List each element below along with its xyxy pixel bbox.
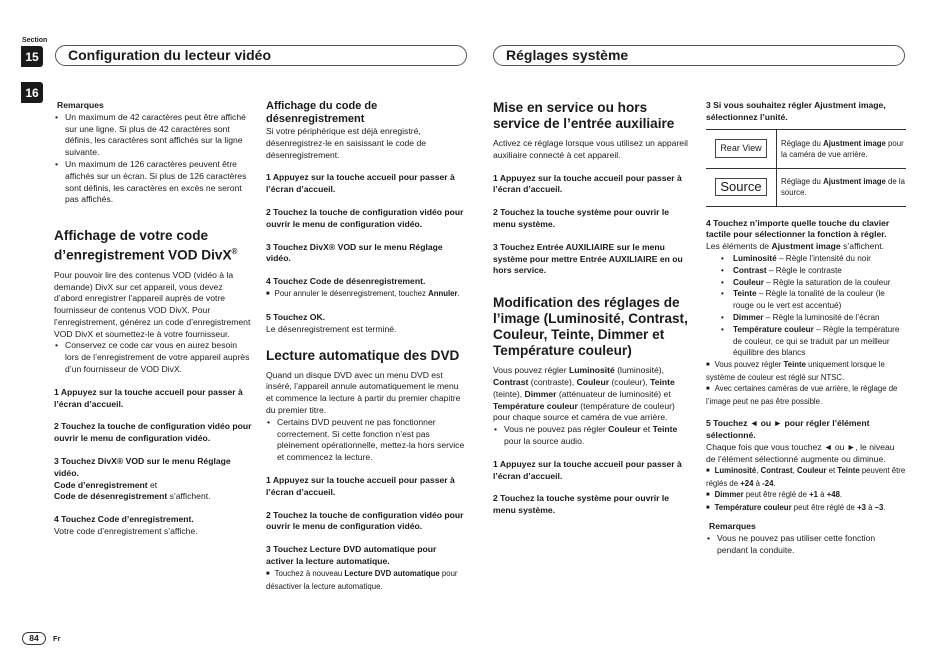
table-cell-desc: Réglage du Ajustment image de la source.: [776, 168, 906, 206]
range-note-3: ■ Température couleur peut être réglé de +3 à –3.: [706, 502, 906, 515]
range-note-1: ■ Luminosité, Contrast, Couleur et Teinte peuvent être réglés de +24 à -24.: [706, 465, 906, 489]
column-3: [493, 100, 691, 517]
intro-text-2: Quand un disque DVD avec un menu DVD est inséré, l’appareil annule automatiquement le menu et commence la lecture à partir du premier chapitre du premier titre.: [266, 369, 461, 415]
remark-item: • Un maximum de 42 caractères peut être affiché sur une ligne. Si plus de 42 caractères sont définis, les caractères sont affichés sur la ligne suivante.: [54, 112, 252, 159]
section-heading: Affichage du code de désenregistrement: [266, 100, 378, 125]
step-3: 3 Touchez Entrée AUXILIAIRE sur le menu système pour mettre Entrée AUXILIAIRE en ou hors service.: [493, 241, 683, 276]
step-4: 4 Touchez Code de désenregistrement.: [266, 276, 426, 287]
step-1: 1 Appuyez sur la touche accueil pour passer à l’écran d’accueil.: [266, 474, 455, 497]
language-label: Fr: [53, 634, 61, 643]
range-note-2: ■ Dimmer peut être réglé de +1 à +48.: [706, 489, 906, 502]
step-3-note: ■ Touchez à nouveau Lecture DVD automatique pour désactiver la lecture automatique.: [266, 568, 466, 592]
rear-view-button[interactable]: Rear View: [715, 139, 766, 159]
step-3: 3 Touchez DivX® VOD sur le menu Réglage vidéo.: [266, 241, 443, 264]
step-3-result: Code d’enregistrement et: [54, 479, 158, 490]
table-row: [706, 168, 906, 206]
step-2: 2 Touchez la touche système pour ouvrir le menu système.: [493, 493, 670, 516]
bullet-item: • Conservez ce code car vous en aurez besoin lors de l’enregistrement de votre appareil auprès d’un fournisseur de VOD DivX.: [54, 340, 252, 375]
intro-text: Pour pouvoir lire des contenus VOD (vidéo à la demande) DivX sur cet appareil, vous devez d’abord enregistrer l’appareil auprès de votre fournisseur de contenus VOD DivX. Pour l’enregistrement, générez un code d’enregistrement VOD DivX et soumettez-le à votre fournisseur.: [54, 269, 251, 339]
section-heading-2: Lecture automatique des DVD: [266, 347, 460, 363]
bullet-list: [54, 340, 252, 375]
note-ntsc: ■ Vous pouvez régler Teinte uniquement lorsque le système de couleur est réglé sur NTSC.: [706, 359, 906, 383]
step-2: 2 Touchez la touche système pour ouvrir le menu système.: [493, 207, 670, 229]
list-item: • Dimmer – Règle la luminosité de l’écran: [719, 312, 906, 324]
table-row: [706, 130, 906, 168]
step-4-note: ■ Pour annuler le désenregistrement, touchez Annuler.: [266, 288, 466, 301]
step-2: 2 Touchez la touche de configuration vidéo pour ouvrir le menu de configuration vidéo.: [54, 421, 252, 444]
step-5: 5 Touchez OK.: [266, 311, 326, 322]
intro-text: Activez ce réglage lorsque vous utilisez un appareil auxiliaire connecté à cet appareil.: [493, 138, 688, 160]
section-tab-next: 16: [21, 82, 43, 103]
list-item: • Contrast – Règle le contraste: [719, 265, 906, 277]
step-4: 4 Touchez Code d’enregistrement.: [54, 514, 194, 525]
step-4: 4 Touchez n’importe quelle touche du clavier tactile pour sélectionner la fonction à régler.: [706, 217, 890, 240]
column-4: [706, 100, 906, 557]
step-5-result: Chaque fois que vous touchez ◄ ou ►, le niveau de l’élément sélectionné augmente ou diminue.: [706, 441, 895, 464]
list-item: • Teinte – Règle la tonalité de la couleur (le rouge ou le vert est accentué): [719, 288, 906, 312]
note-camera: ■ Avec certaines caméras de vue arrière, le réglage de l’image peut ne pas être possible.: [706, 383, 906, 407]
source-button[interactable]: Source: [715, 178, 766, 196]
bullet-list: [493, 424, 691, 448]
bullet-item: • Vous ne pouvez pas régler Couleur et Teinte pour la source audio.: [493, 424, 691, 448]
column-2: [266, 100, 466, 592]
step-5-result: Le désenregistrement est terminé.: [266, 323, 397, 334]
step-2: 2 Touchez la touche de configuration vidéo pour ouvrir le menu de configuration vidéo.: [266, 206, 464, 229]
bullet-list: [266, 417, 466, 464]
column-1: [54, 100, 252, 538]
step-1: 1 Appuyez sur la touche accueil pour passer à l’écran d’accueil.: [493, 172, 682, 195]
step-2: 2 Touchez la touche de configuration vidéo pour ouvrir le menu de configuration vidéo.: [266, 509, 464, 532]
step-3-result-2: Code de désenregistrement s’affichent.: [54, 491, 211, 502]
intro-text: Si votre périphérique est déjà enregistré, désenregistrez-le en saisissant le code de désenregistrement.: [266, 126, 427, 160]
header-right: Réglages système: [493, 45, 905, 66]
list-item: • Luminosité – Règle l’intensité du noir: [719, 253, 906, 265]
remark-item: • Vous ne pouvez pas utiliser cette fonction pendant la conduite.: [706, 533, 906, 557]
step-4-result: Votre code d’enregistrement s’affiche.: [54, 526, 198, 537]
step-1: 1 Appuyez sur la touche accueil pour passer à l’écran d’accueil.: [266, 172, 455, 195]
step-3: 3 Touchez DivX® VOD sur le menu Réglage vidéo.: [54, 456, 231, 478]
list-item: • Température couleur – Règle la température de couleur, ce qui se traduit par un meilleur équilibre des blancs: [719, 324, 906, 359]
step-1: 1 Appuyez sur la touche accueil pour passer à l’écran d’accueil.: [493, 458, 682, 481]
remark-item: • Un maximum de 126 caractères peuvent être affichés sur un écran. Si plus de 126 caractères sont définis, les caractères en excès ne seront pas affichés.: [54, 159, 252, 206]
remarks-list: [706, 533, 906, 557]
unit-selection-table: [706, 129, 906, 207]
section-heading: Affichage de votre code d’enregistrement VOD DivX®: [54, 228, 238, 263]
remarks-title: Remarques: [709, 521, 756, 532]
list-item: • Couleur – Règle la saturation de la couleur: [719, 277, 906, 289]
remarks-list: [54, 112, 252, 206]
table-cell-desc: Réglage du Ajustment image pour la caméra de vue arrière.: [776, 130, 906, 168]
page-number: 84: [22, 632, 46, 645]
bullet-item: • Certains DVD peuvent ne pas fonctionner correctement. Si cette fonction n’est pas pleinement opérationnelle, mettez-la hors service et commencez la lecture.: [266, 417, 466, 464]
section-heading-2: Modification des réglages de l’image (Luminosité, Contrast, Couleur, Teinte, Dimmer et Température couleur): [493, 295, 688, 359]
section-heading: Mise en service ou hors service de l’entrée auxiliaire: [493, 100, 675, 131]
section-tab-current: 15: [21, 46, 43, 67]
intro-text-2: Vous pouvez régler Luminosité (luminosité), Contrast (contraste), Couleur (couleur), Teinte (teinte), Dimmer (atténuateur de luminosité) et Température couleur (température de couleur) pour chaque source et caméra de vue arrière.: [493, 365, 675, 423]
remarks-title: Remarques: [57, 100, 104, 110]
step-3: 3 Touchez Lecture DVD automatique pour activer la lecture automatique.: [266, 544, 437, 566]
step-3: 3 Si vous souhaitez régler Ajustment image, sélectionnez l’unité.: [706, 100, 886, 122]
step-1: 1 Appuyez sur la touche accueil pour passer à l’écran d’accueil.: [54, 386, 243, 409]
section-label: Section: [22, 37, 48, 44]
step-5: 5 Touchez ◄ ou ► pour régler l’élément sélectionné.: [706, 418, 870, 440]
item-list: [706, 253, 906, 359]
header-left: Configuration du lecteur vidéo: [55, 45, 467, 66]
step-4-result: Les éléments de Ajustment image s’affichent.: [706, 241, 885, 252]
